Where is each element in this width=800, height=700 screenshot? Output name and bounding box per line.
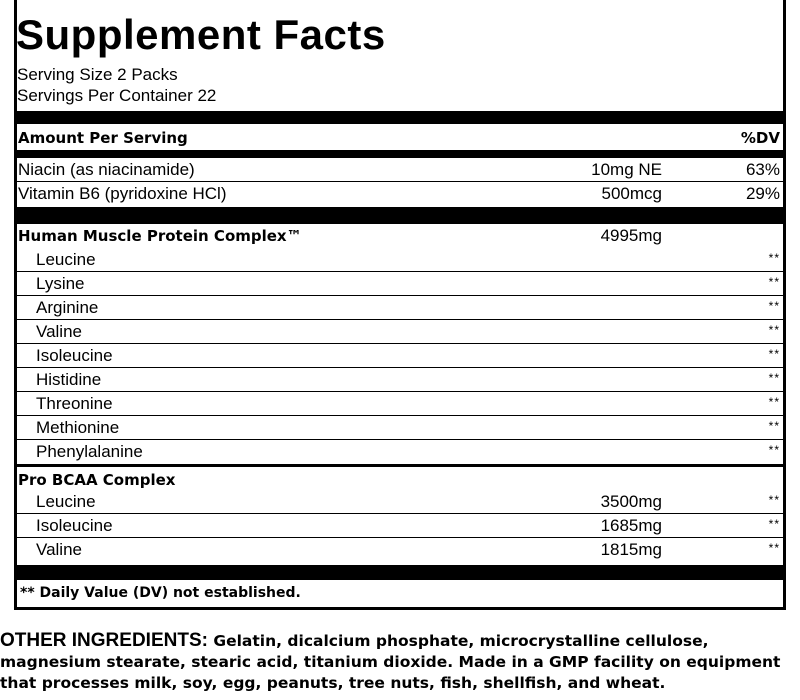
ingredient-name: Leucine: [36, 492, 96, 511]
thin-divider: [14, 464, 786, 467]
ingredient-dv: **: [768, 517, 780, 531]
ingredient-row: [14, 248, 786, 272]
ingredient-name: Valine: [36, 322, 82, 341]
ingredient-amount: 3500mg: [600, 492, 662, 511]
blend-header-row: [14, 224, 786, 248]
ingredient-name: Isoleucine: [36, 516, 113, 535]
ingredient-dv: **: [768, 371, 780, 385]
ingredient-dv: **: [768, 395, 780, 409]
ingredient-row: [14, 440, 786, 464]
nutrient-amount: 10mg NE: [591, 160, 662, 179]
blend-name: Human Muscle Protein Complex™: [18, 227, 302, 245]
blend-amount: 4995mg: [600, 226, 662, 245]
ingredient-amount: 1685mg: [600, 516, 662, 535]
nutrient-row: [14, 158, 786, 182]
dv-footnote: ** Daily Value (DV) not established.: [20, 585, 301, 601]
dv-header-label: %DV: [740, 129, 780, 147]
nutrient-dv: 29%: [745, 184, 780, 203]
ingredient-name: Histidine: [36, 370, 102, 389]
amount-header-row: [14, 126, 786, 150]
ingredient-name: Methionine: [36, 418, 120, 437]
ingredient-dv: **: [768, 419, 780, 433]
ingredient-row: [14, 392, 786, 416]
ingredient-name: Leucine: [36, 250, 96, 269]
blend-name: Pro BCAA Complex: [18, 471, 176, 489]
ingredient-dv: **: [768, 443, 780, 457]
ingredient-name: Isoleucine: [36, 346, 113, 365]
thick-divider: [14, 565, 786, 580]
ingredient-row: [14, 538, 786, 562]
ingredient-dv: **: [768, 299, 780, 313]
ingredient-dv: **: [768, 251, 780, 265]
ingredient-row: [14, 320, 786, 344]
nutrient-row: [14, 182, 786, 206]
ingredient-row: [14, 344, 786, 368]
nutrient-name: Vitamin B6 (pyridoxine HCl): [18, 184, 227, 203]
ingredient-row: [14, 416, 786, 440]
ingredient-dv: **: [768, 275, 780, 289]
ingredient-row: [14, 368, 786, 392]
ingredient-dv: **: [768, 541, 780, 555]
serving-size: Serving Size 2 Packs: [17, 65, 178, 84]
nutrient-dv: 63%: [745, 160, 780, 179]
panel-title: Supplement Facts: [16, 11, 386, 58]
servings-per-container: Servings Per Container 22: [17, 86, 217, 105]
ingredient-dv: **: [768, 493, 780, 507]
thick-divider: [14, 111, 786, 124]
ingredient-row: [14, 296, 786, 320]
ingredient-dv: **: [768, 347, 780, 361]
ingredient-name: Arginine: [36, 298, 99, 317]
nutrient-amount: 500mcg: [601, 184, 662, 203]
ingredient-amount: 1815mg: [600, 540, 662, 559]
ingredient-name: Lysine: [36, 274, 85, 293]
ingredient-dv: **: [768, 323, 780, 337]
ingredient-row: [14, 490, 786, 514]
nutrient-name: Niacin (as niacinamide): [18, 160, 195, 179]
other-ingredients-label: OTHER INGREDIENTS:: [0, 630, 208, 651]
blend-header-row: [14, 468, 786, 492]
other-ingredients: [0, 630, 800, 694]
ingredient-name: Valine: [36, 540, 82, 559]
other-ingredients-text: Gelatin, dicalcium phosphate, microcrystalline cellulose, magnesium stearate, stearic acid, titanium dioxide. Made in a GMP facility on equipment that processes milk, soy, egg, peanuts, tree nuts, fish, shellfish, and wheat.: [0, 632, 781, 692]
ingredient-name: Phenylalanine: [36, 442, 143, 461]
amount-per-serving-label: Amount Per Serving: [18, 129, 188, 147]
thick-divider: [14, 207, 786, 224]
ingredient-row: [14, 514, 786, 538]
ingredient-name: Threonine: [36, 394, 113, 413]
ingredient-row: [14, 272, 786, 296]
medium-divider: [14, 150, 786, 158]
